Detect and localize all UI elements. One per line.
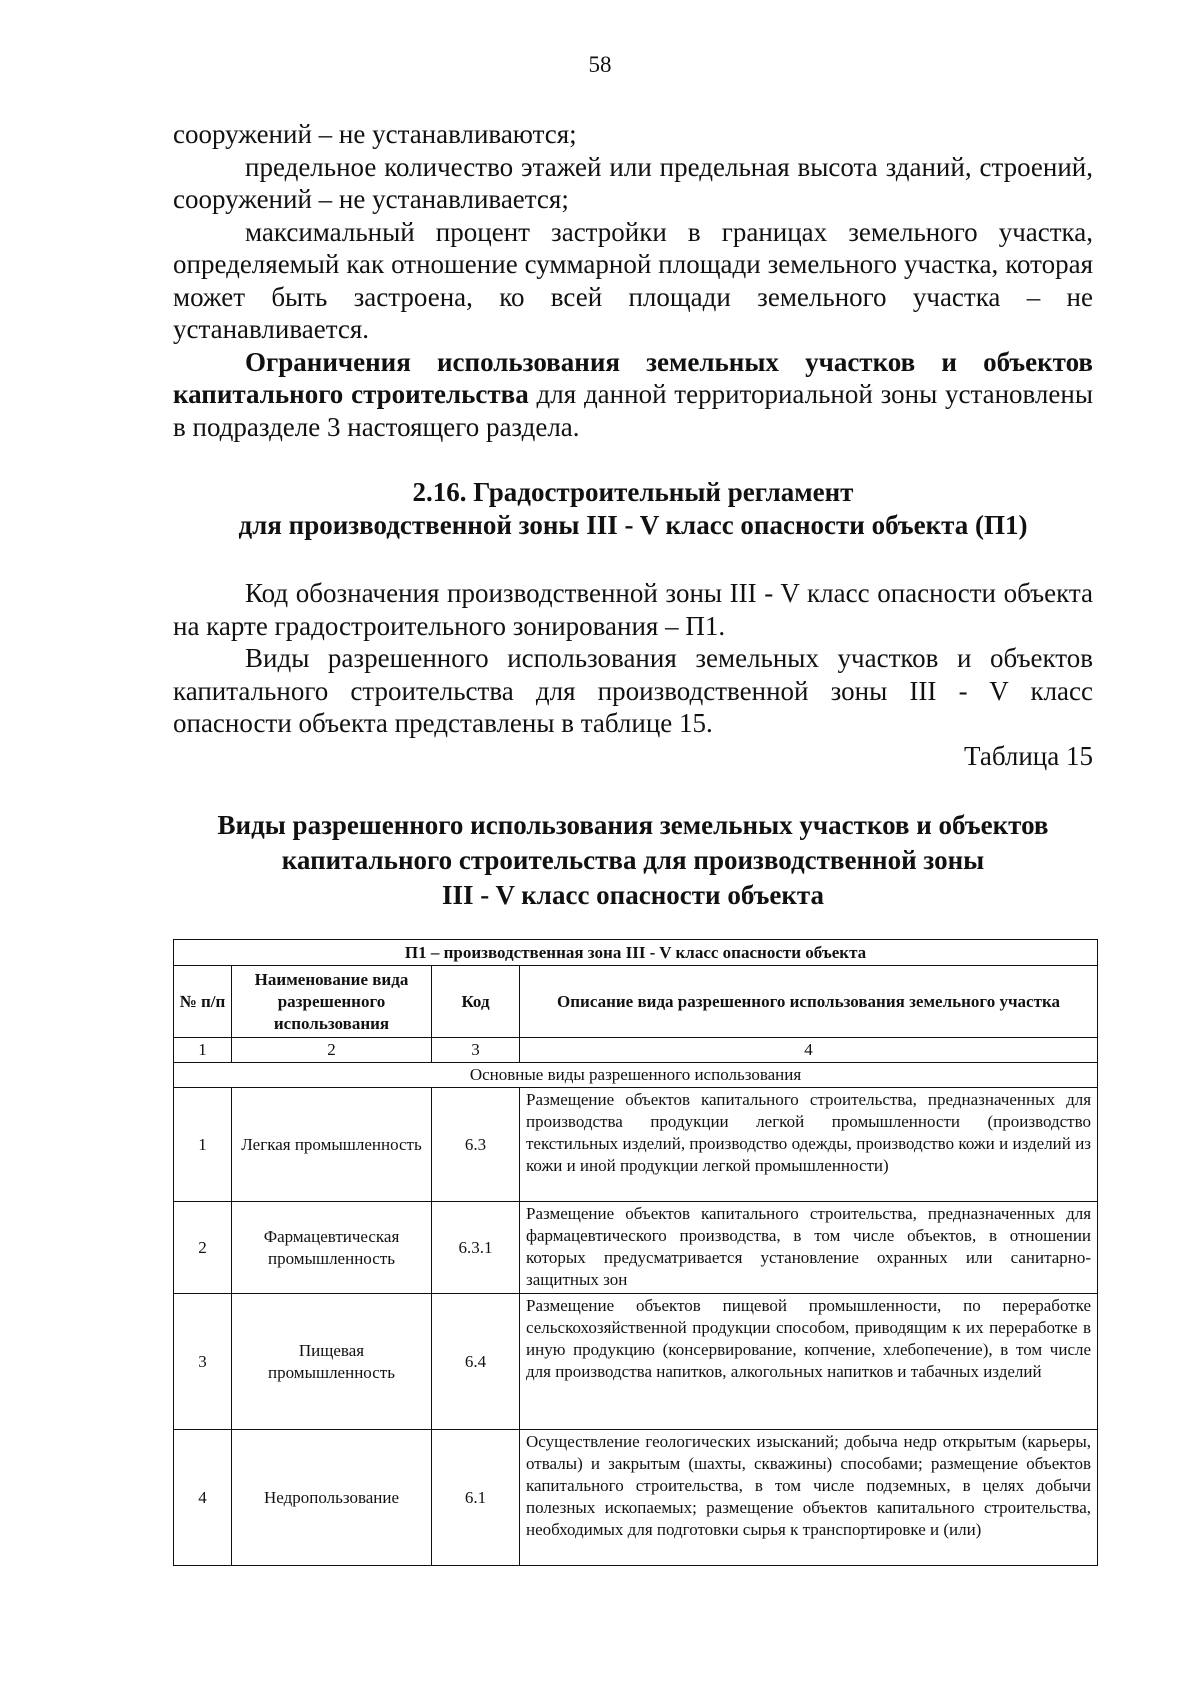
paragraph: максимальный процент застройки в границах земельного участка, определяемый как отношение суммарной площади земельного участка, которая может быть застроена, ко всей площади земельного участка – не устанавливается. [173, 216, 1093, 344]
table-title-line3: III - V класс опасности объекта [441, 880, 825, 910]
row-code: 6.3 [432, 1088, 520, 1202]
section-text [173, 577, 1093, 740]
row-num: 3 [174, 1294, 232, 1430]
row-description: Размещение объектов капитального строительства, предназначенных для фармацевтического производства, в том числе объектов, в отношении которых предусматривается установление охранных или санитарно-защитных зон [520, 1202, 1098, 1294]
table-caption: Таблица 15 [964, 741, 1093, 771]
row-num: 2 [174, 1202, 232, 1294]
table-row [174, 1202, 1098, 1294]
zone-header: П1 – производственная зона III - V класс опасности объекта [174, 940, 1098, 966]
row-num: 4 [174, 1430, 232, 1566]
group-row [174, 1063, 1098, 1088]
header-code: Код [432, 966, 520, 1038]
column-number: 4 [520, 1038, 1098, 1063]
intro-text [173, 118, 1093, 443]
table-row [174, 1294, 1098, 1430]
table-row [174, 1430, 1098, 1566]
paragraph: Виды разрешенного использования земельных участков и объектов капитального строительства для производственной зоны III - V класс опасности объекта представлены в таблице 15. [173, 643, 1093, 738]
paragraph: сооружений – не устанавливаются; [173, 119, 577, 149]
section-heading-line2: для производственной зоны III - V класс опасности объекта (П1) [238, 509, 1028, 540]
table-title [150, 808, 1116, 913]
header-description: Описание вида разрешенного использования земельного участка [520, 966, 1098, 1038]
column-number: 1 [174, 1038, 232, 1063]
row-code: 6.4 [432, 1294, 520, 1430]
column-header-row [174, 966, 1098, 1038]
zone-header-row [174, 940, 1098, 966]
column-number: 3 [432, 1038, 520, 1063]
row-description: Осуществление геологических изысканий; добыча недр открытым (карьеры, отвалы) и закрытым (шахты, скважины) способами; размещение объектов капитального строительства, в том числе подземных, в целях добычи полезных ископаемых; размещение объектов капитального строительства, необходимых для подготовки сырья к транспортировке и (или) [520, 1430, 1098, 1566]
table-row [174, 1088, 1098, 1202]
column-number: 2 [232, 1038, 432, 1063]
row-description: Размещение объектов капитального строительства, предназначенных для производства продукции легкой промышленности (производство текстильных изделий, производство одежды, производство кожи и изделий из кожи и иной продукции легкой промышленности) [520, 1088, 1098, 1202]
column-numbers-row [174, 1038, 1098, 1063]
table-title-line2: капитального строительства для производственной зоны [281, 845, 985, 875]
row-name: Легкая промышленность [232, 1088, 432, 1202]
page-number: 58 [588, 52, 612, 77]
restrictions-paragraph [173, 346, 1093, 444]
row-name: Пищевая промышленность [232, 1294, 432, 1430]
header-name: Наименование вида разрешенного использования [232, 966, 432, 1038]
section-heading-line1: 2.16. Градостроительный регламент [412, 477, 854, 507]
row-code: 6.3.1 [432, 1202, 520, 1294]
group-label: Основные виды разрешенного использования [174, 1063, 1098, 1088]
section-heading [173, 476, 1093, 541]
paragraph: Код обозначения производственной зоны III - V класс опасности объекта на карте градостроительного зонирования – П1. [173, 578, 1093, 641]
restrictions-rest: для данной территориальной зоны установлены в подразделе 3 настоящего раздела. [173, 379, 1093, 442]
row-description: Размещение объектов пищевой промышленности, по переработке сельскохозяйственной продукции способом, приводящим к их переработке в иную продукцию (консервирование, копчение, хлебопечение), в том числе для производства напитков, алкогольных напитков и табачных изделий [520, 1294, 1098, 1430]
row-name: Недропользование [232, 1430, 432, 1566]
row-name: Фармацевтическая промышленность [232, 1202, 432, 1294]
header-num: № п/п [174, 966, 232, 1038]
restrictions-bold: Ограничения использования земельных участков и объектов капитального строительства [173, 346, 1093, 409]
zoning-table [173, 939, 1098, 1566]
row-code: 6.1 [432, 1430, 520, 1566]
table-title-line1: Виды разрешенного использования земельных участков и объектов [217, 810, 1049, 840]
row-num: 1 [174, 1088, 232, 1202]
paragraph: предельное количество этажей или предельная высота зданий, строений, сооружений – не устанавливается; [173, 151, 1093, 214]
